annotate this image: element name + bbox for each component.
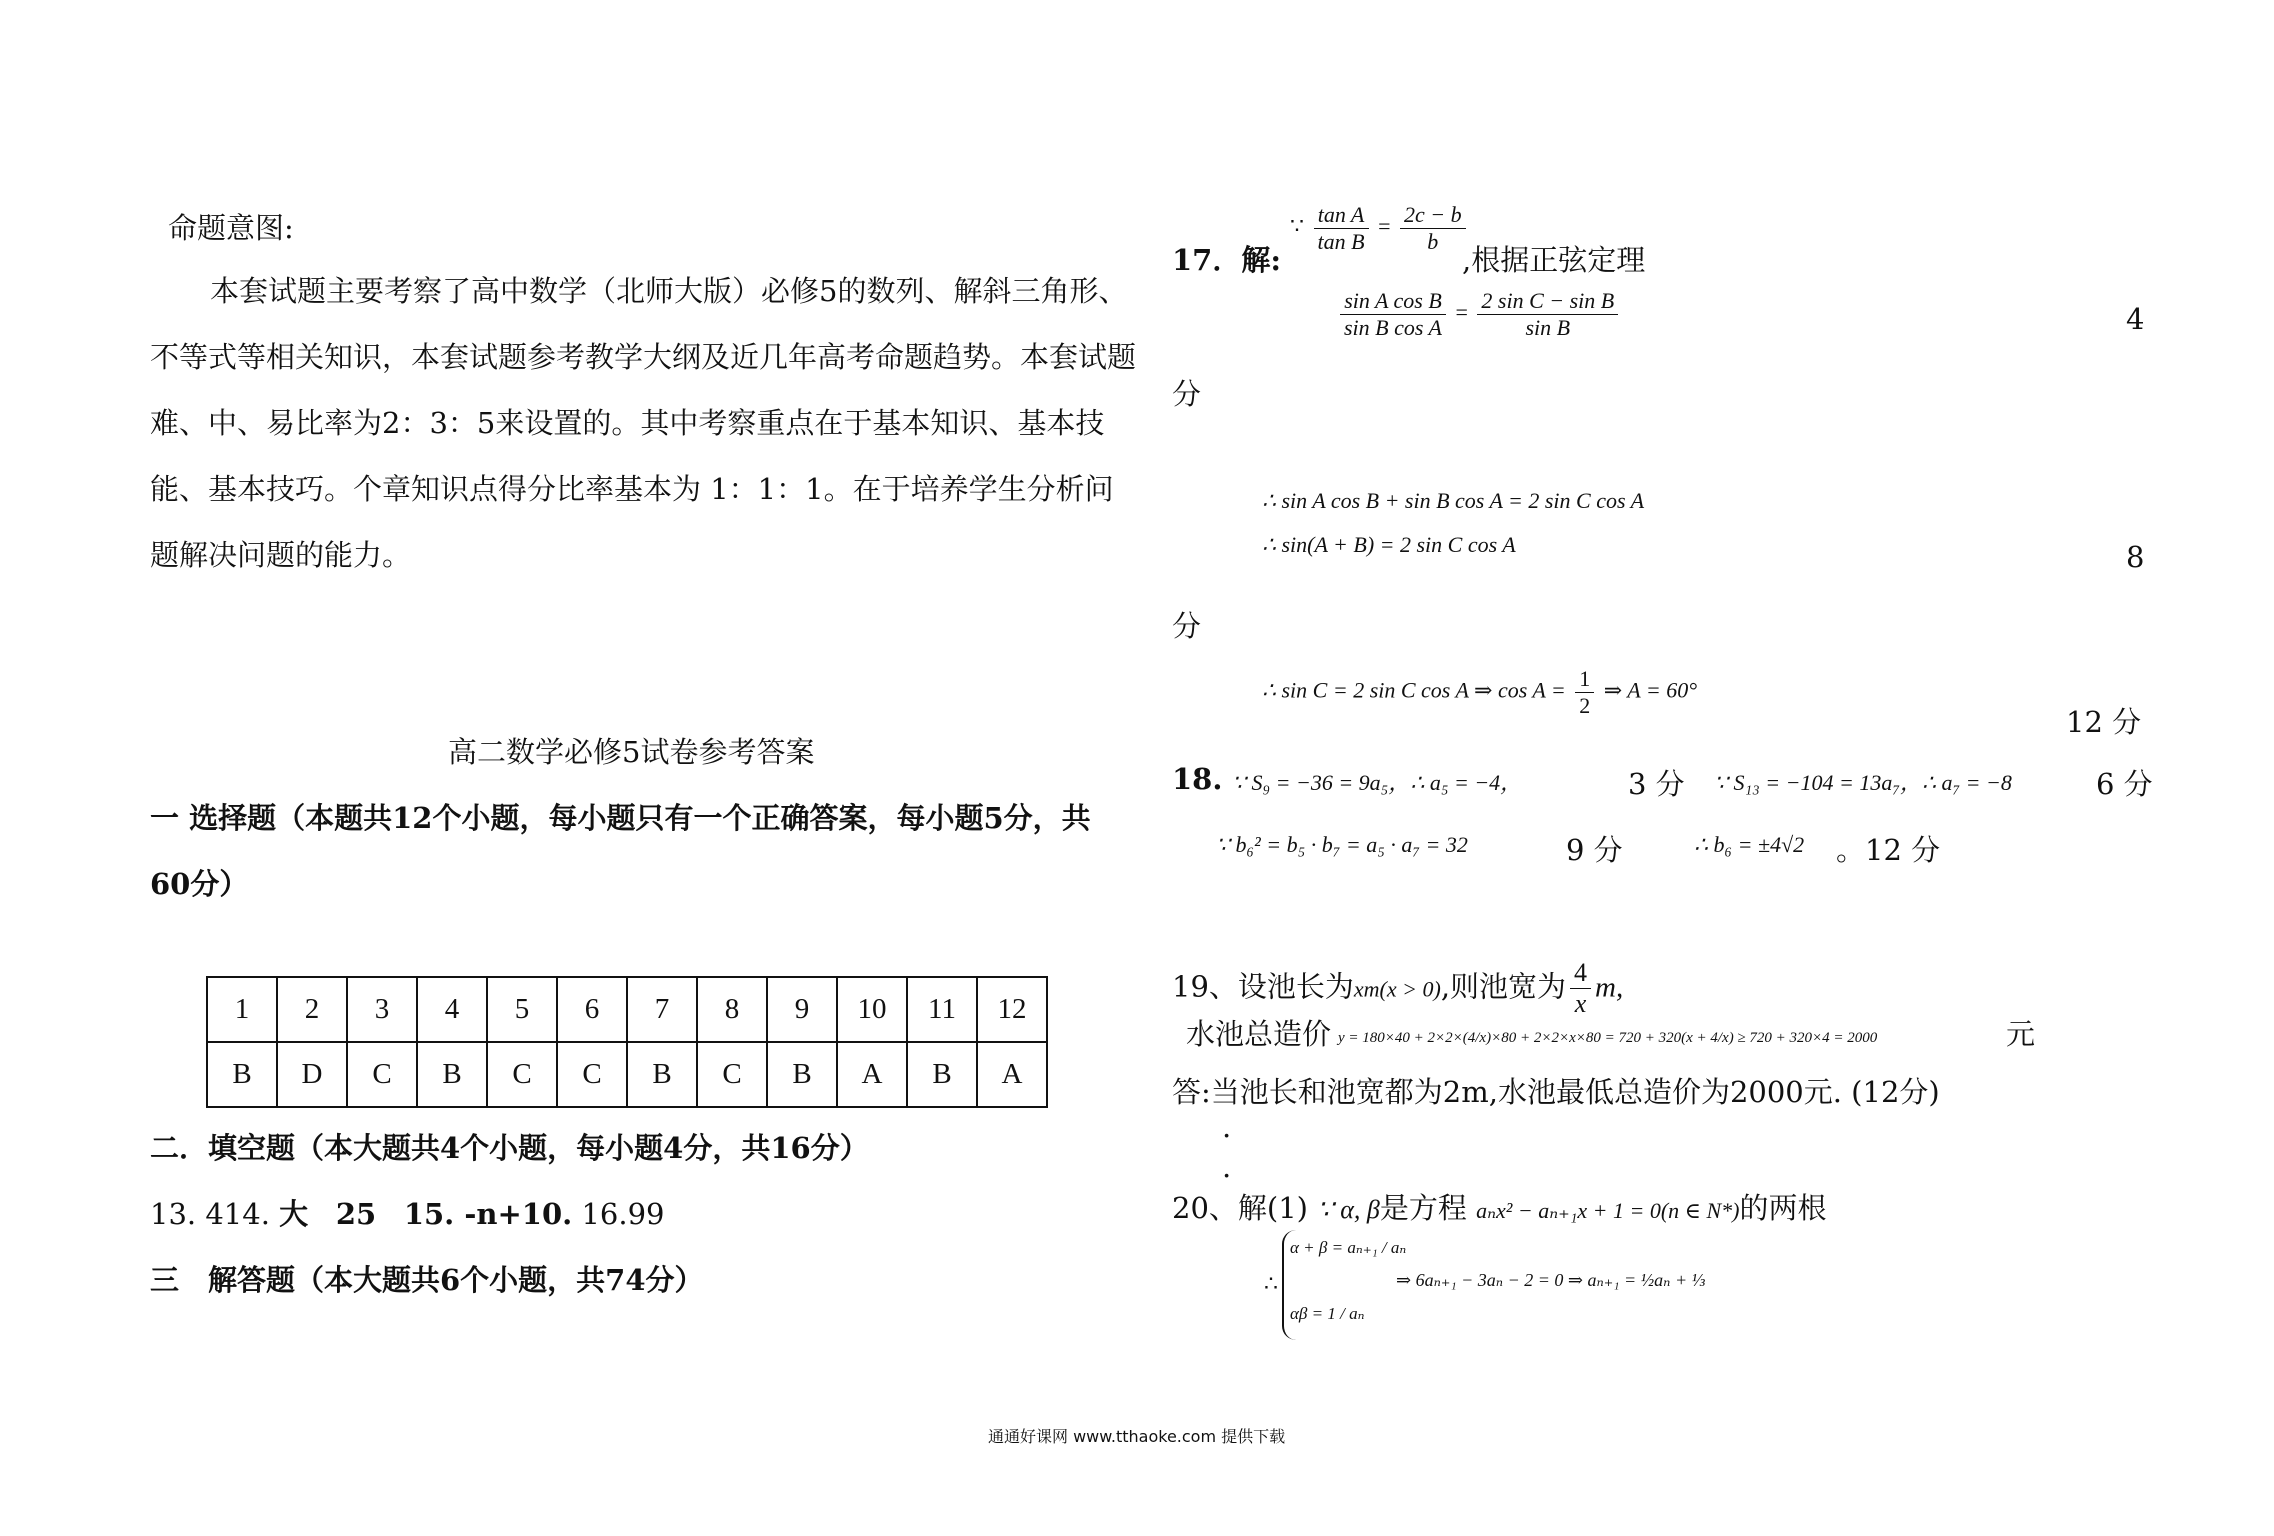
table-cell: 9 bbox=[767, 977, 837, 1042]
section3-heading: 三 解答题（本大题共6个小题，共74分） bbox=[150, 1263, 704, 1297]
q20-system-2: αβ = 1 / aₙ bbox=[1290, 1304, 1365, 1323]
table-cell: 5 bbox=[487, 977, 557, 1042]
q17-frac2-den: sin B cos A bbox=[1344, 315, 1442, 340]
q17-score-2: 8 bbox=[2126, 540, 2145, 574]
q17-equation-2: $\frac{\text{sin A cos B}}{\text{sin B cos A}}$ = $\frac{\text{2 sin C − sin B}}{\text{sin B}}$ bbox=[1336, 288, 1622, 341]
q18-score-1: 3 分 bbox=[1628, 767, 1685, 801]
table-cell: 7 bbox=[627, 977, 697, 1042]
q18-score-2: 6 分 bbox=[2096, 767, 2153, 801]
fill-q16: 16.99 bbox=[581, 1197, 665, 1231]
q19-text-b: ,则池宽为 bbox=[1440, 969, 1567, 1004]
fill-q14: 大 bbox=[279, 1197, 309, 1231]
q17-score-3: 12 分 bbox=[2066, 705, 2142, 739]
q18-equation-1: ∵ S₉ = −36 = 9a₅，∴ a₅ = −4， bbox=[1232, 770, 1523, 795]
q20-text-c: 的两根 bbox=[1739, 1191, 1827, 1225]
q17-score-1: 4 bbox=[2126, 302, 2145, 336]
q18-label: 18. bbox=[1172, 762, 1223, 796]
table-cell: 4 bbox=[417, 977, 487, 1042]
table-cell: 3 bbox=[347, 977, 417, 1042]
q19-text-c: m, bbox=[1595, 971, 1624, 1004]
table-cell: C bbox=[557, 1042, 627, 1107]
q19-math-x: xm(x > 0) bbox=[1353, 976, 1441, 1002]
q18-equation-4: ∴ b₆ = ±4√2 bbox=[1694, 832, 1805, 857]
table-cell: C bbox=[697, 1042, 767, 1107]
q19-answer: 答:当池长和池宽都为2m,水池最低总造价为2000元. (12分) bbox=[1172, 1075, 1940, 1109]
q20-equation: aₙx² − aₙ₊₁x + 1 = 0(n ∈ N*) bbox=[1476, 1198, 1740, 1223]
q19-dot-2: . bbox=[1222, 1150, 1232, 1184]
page-footer: 通通好课网 www.tthaoke.com 提供下载 bbox=[988, 1427, 1286, 1446]
table-cell: D bbox=[277, 1042, 347, 1107]
table-cell: 2 bbox=[277, 977, 347, 1042]
table-cell: B bbox=[767, 1042, 837, 1107]
q17-equation-5 bbox=[1262, 666, 1697, 719]
q18-score-3: 9 分 bbox=[1566, 833, 1623, 867]
table-cell: 11 bbox=[907, 977, 977, 1042]
q18-score-4: 。12 分 bbox=[1836, 833, 1941, 867]
fill-in-answers bbox=[150, 1192, 665, 1233]
q18-equation-2: ∵ S₁₃ = −104 = 13a₇，∴ a₇ = −8 bbox=[1714, 770, 2012, 795]
section1-heading-cont: 60分） bbox=[150, 867, 249, 901]
q17-eq5-left: ∴ sin C = 2 sin C cos A ⇒ cos A = bbox=[1262, 677, 1566, 703]
intent-heading: 命题意图: bbox=[168, 211, 294, 245]
table-cell: B bbox=[417, 1042, 487, 1107]
section1-heading: 一 选择题（本题共12个小题，每小题只有一个正确答案，每小题5分，共 bbox=[150, 801, 1091, 835]
table-cell: B bbox=[207, 1042, 277, 1107]
q17-label: 17．解: bbox=[1172, 243, 1282, 277]
q17-frac-rnum: 2c − b bbox=[1400, 202, 1466, 229]
q17-frac2-num: sin A cos B bbox=[1340, 288, 1446, 315]
q17-eq5-num: 1 bbox=[1575, 666, 1594, 693]
table-cell: 6 bbox=[557, 977, 627, 1042]
intent-body: 本套试题主要考察了高中数学（北师大版）必修5的数列、解斜三角形、不等式等相关知识，本套试题参考教学大纲及近几年高考命题趋势。本套试题难、中、易比率为2：3：5来设置的。其中考察重点在于基本知识、基本技能、基本技巧。个章知识点得分比率基本为 1：1：1。在于培养学生分析问题解决问题的能力。 bbox=[150, 274, 1137, 572]
fill-q14b: 25 bbox=[335, 1197, 377, 1231]
q17-score-2-unit: 分 bbox=[1172, 609, 1202, 643]
q18-equation-3: ∵ b₆² = b₅ · b₇ = a₅ · a₇ = 32 bbox=[1216, 832, 1468, 857]
q19-frac-den: x bbox=[1574, 989, 1587, 1018]
q17-eq5-den: 2 bbox=[1579, 693, 1591, 718]
q20-text-b: 是方程 bbox=[1379, 1191, 1467, 1225]
table-cell: C bbox=[487, 1042, 557, 1107]
table-cell: A bbox=[837, 1042, 907, 1107]
q19-unit-yuan: 元 bbox=[2006, 1017, 2036, 1051]
q19-frac-num: 4 bbox=[1570, 958, 1591, 989]
table-cell: 10 bbox=[837, 977, 907, 1042]
q19-line-1 bbox=[1172, 958, 1623, 1019]
table-cell: 1 bbox=[207, 977, 277, 1042]
q17-score-1-unit: 分 bbox=[1172, 377, 1202, 411]
q17-frac-den: tan B bbox=[1317, 229, 1365, 254]
table-row-numbers bbox=[207, 977, 1047, 1042]
table-cell: 12 bbox=[977, 977, 1047, 1042]
table-row-answers bbox=[207, 1042, 1047, 1107]
answers-title: 高二数学必修5试卷参考答案 bbox=[448, 735, 815, 769]
q20-text-a: 20、解(1) bbox=[1172, 1191, 1308, 1225]
q17-equation-1: ∵ $\frac{\text{tan A}}{\text{tan B}}$ = $\frac{2c - b}{b}$ bbox=[1290, 202, 1470, 255]
q17-equation-3: ∴ sin A cos B + sin B cos A = 2 sin C cos A bbox=[1262, 488, 1645, 513]
q19-line-2-label: 水池总造价 bbox=[1186, 1017, 1332, 1051]
q17-frac-num: tan A bbox=[1314, 202, 1369, 229]
q17-frac-rden: b bbox=[1427, 229, 1439, 254]
table-cell: A bbox=[977, 1042, 1047, 1107]
q19-cost-equation: y = 180×40 + 2×2×(4/x)×80 + 2×2×x×80 = 720 + 320(x + 4/x) ≥ 720 + 320×4 = 2000 bbox=[1338, 1030, 1878, 1046]
q20-therefore: ∴ bbox=[1264, 1272, 1278, 1297]
q20-line-1 bbox=[1172, 1186, 1826, 1227]
table-cell: C bbox=[347, 1042, 417, 1107]
table-cell: B bbox=[907, 1042, 977, 1107]
q20-math-roots: ∵ α, β bbox=[1317, 1195, 1380, 1224]
q17-frac2-rnum: 2 sin C − sin B bbox=[1477, 288, 1618, 315]
q20-result: ⇒ 6aₙ₊₁ − 3aₙ − 2 = 0 ⇒ aₙ₊₁ = ½aₙ + ⅓ bbox=[1396, 1270, 1706, 1290]
table-cell: 8 bbox=[697, 977, 767, 1042]
q17-equation-4: ∴ sin(A + B) = 2 sin C cos A bbox=[1262, 532, 1516, 557]
fill-q15: 15. -n+10. bbox=[403, 1197, 573, 1231]
q17-frac2-rden: sin B bbox=[1525, 315, 1571, 340]
section2-heading: 二．填空题（本大题共4个小题，每小题4分，共16分） bbox=[150, 1131, 869, 1165]
choice-answer-table bbox=[206, 976, 1048, 1108]
q17-eq5-right: ⇒ A = 60° bbox=[1603, 677, 1697, 703]
fill-q13: 13. 414. bbox=[150, 1197, 270, 1231]
table-cell: B bbox=[627, 1042, 697, 1107]
q17-text-sine-law: ,根据正弦定理 bbox=[1462, 243, 1646, 277]
q19-text-a: 19、设池长为 bbox=[1172, 969, 1354, 1004]
q20-system-1: α + β = aₙ₊₁ / aₙ bbox=[1290, 1238, 1407, 1257]
q19-dot-1: . bbox=[1222, 1110, 1232, 1144]
